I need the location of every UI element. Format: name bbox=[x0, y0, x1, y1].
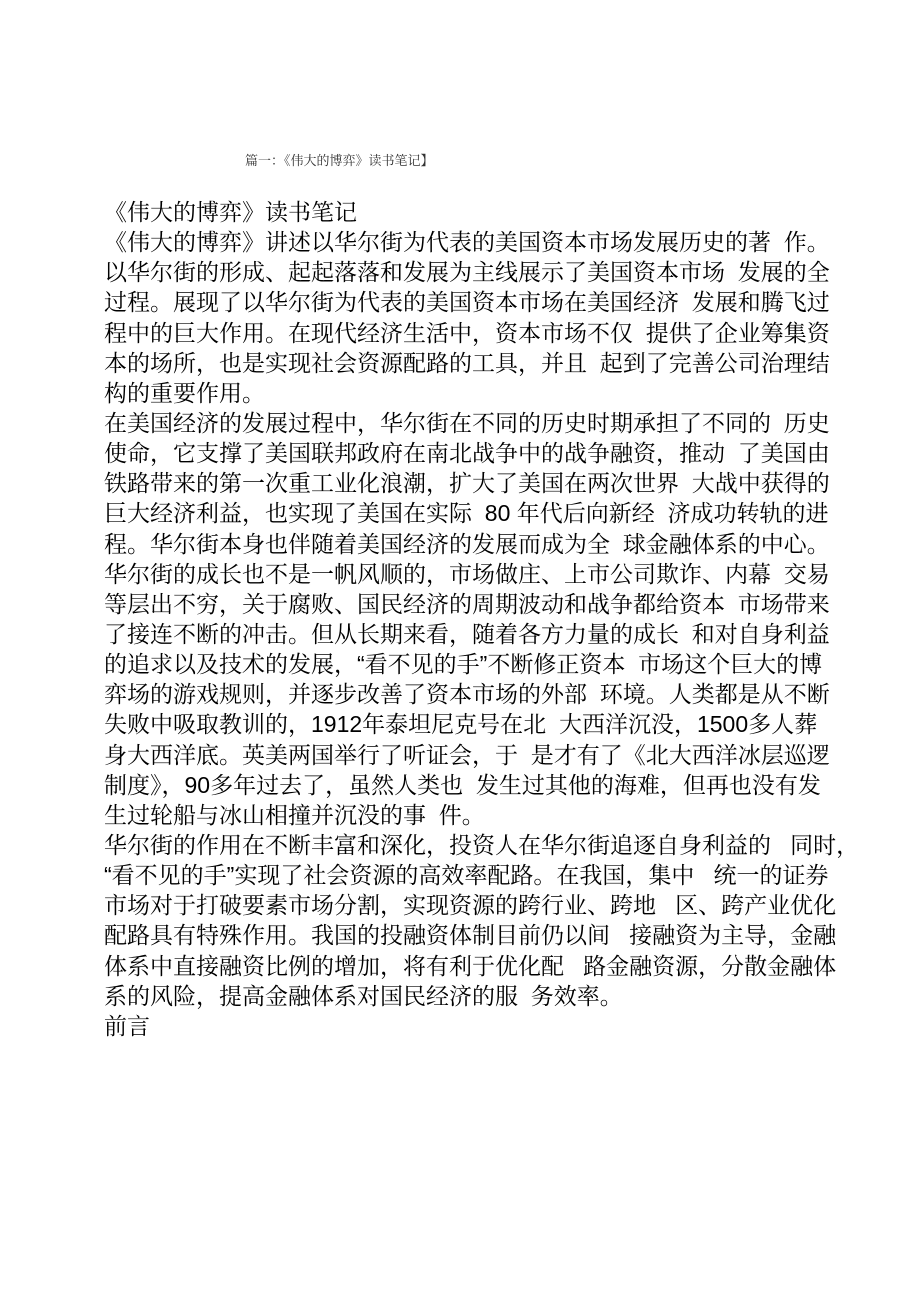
text-line: 等层出不穷，关于腐败、国民经济的周期波动和战争都给资本 市场带来 bbox=[104, 590, 830, 617]
text-line: 程中的巨大作用。在现代经济生活中，资本市场不仅 提供了企业筹集资 bbox=[104, 319, 830, 346]
text-line: 市场对于打破要素市场分割，实现资源的跨行业、跨地 区、跨产业优化 bbox=[104, 892, 837, 919]
text-line: 铁路带来的第一次重工业化浪潮，扩大了美国在两次世界 大战中获得的 bbox=[104, 470, 830, 497]
text-line: 身大西洋底。英美两国举行了听证会，于 是才有了《北大西洋冰层巡逻 bbox=[104, 741, 830, 768]
document-title: 《伟大的博弈》读书笔记 bbox=[104, 199, 357, 225]
text-line: 华尔街的成长也不是一帆风顺的，市场做庄、上市公司欺诈、内幕 交易 bbox=[104, 560, 830, 587]
text-line: 弈场的游戏规则，并逐步改善了资本市场的外部 环境。人类都是从不断 bbox=[104, 681, 830, 708]
text-line: 了接连不断的冲击。但从长期来看，随着各方力量的成长 和对自身利益 bbox=[104, 620, 830, 647]
text-line: 《伟大的博弈》讲述以华尔街为代表的美国资本市场发展历史的著 作。 bbox=[104, 229, 830, 256]
text-line: 程。华尔街本身也伴随着美国经济的发展而成为全 球金融体系的中心。 bbox=[104, 530, 830, 557]
text-line: “看不见的手”实现了社会资源的高效率配路。在我国，集中 统一的证券 bbox=[104, 862, 829, 889]
text-line: 使命，它支撑了美国联邦政府在南北战争中的战争融资，推动 了美国由 bbox=[104, 440, 830, 467]
text-line: 配路具有特殊作用。我国的投融资体制目前仍以间 接融资为主导，金融 bbox=[104, 922, 837, 949]
text-line: 系的风险，提高金融体系对国民经济的服 务效率。 bbox=[104, 982, 623, 1009]
text-line: 失败中吸取教训的，1912年泰坦尼克号在北 大西洋沉没，1500多人葬 bbox=[104, 711, 818, 738]
text-line: 的追求以及技术的发展，“看不见的手”不断修正资本 市场这个巨大的博 bbox=[104, 651, 823, 678]
text-line: 构的重要作用。 bbox=[104, 379, 265, 406]
section-heading: 前言 bbox=[104, 1012, 150, 1039]
text-line: 本的场所，也是实现社会资源配路的工具，并且 起到了完善公司治理结 bbox=[104, 349, 830, 376]
text-line: 制度》，90多年过去了，虽然人类也 发生过其他的海难，但再也没有发 bbox=[104, 771, 821, 798]
text-line: 过程。展现了以华尔街为代表的美国资本市场在美国经济 发展和腾飞过 bbox=[104, 289, 830, 316]
text-line: 华尔街的作用在不断丰富和深化，投资人在华尔街追逐自身利益的 同时， bbox=[104, 831, 860, 858]
text-line: 以华尔街的形成、起起落落和发展为主线展示了美国资本市场 发展的全 bbox=[104, 259, 830, 286]
text-line: 生过轮船与冰山相撞并沉没的事 件。 bbox=[104, 801, 485, 828]
text-line: 在美国经济的发展过程中，华尔街在不同的历史时期承担了不同的 历史 bbox=[104, 409, 830, 436]
text-line: 巨大经济利益，也实现了美国在实际 80 年代后向新经 济成功转轨的进 bbox=[104, 500, 829, 527]
text-line: 体系中直接融资比例的增加，将有利于优化配 路金融资源，分散金融体 bbox=[104, 952, 837, 979]
document-body bbox=[104, 197, 904, 1041]
document-header: 篇一：《伟大的博弈》读书笔记】 bbox=[245, 154, 434, 169]
